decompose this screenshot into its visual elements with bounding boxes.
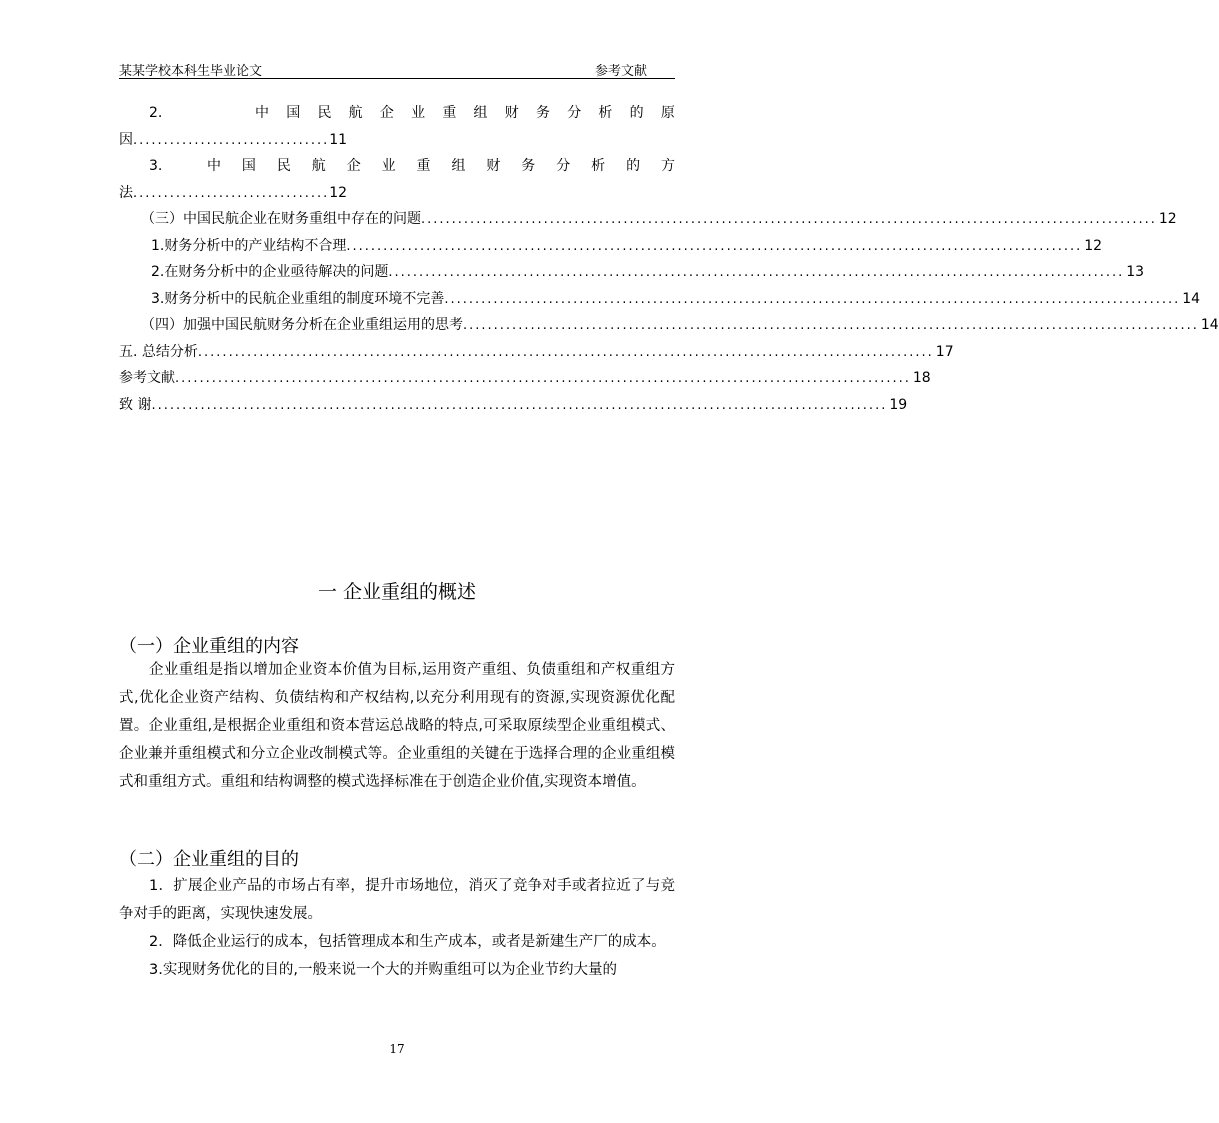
table-of-contents <box>119 100 1219 418</box>
toc-page-number: 19 <box>889 396 908 413</box>
toc-title-char: 财 <box>486 158 501 174</box>
toc-page-number: 18 <box>912 370 931 386</box>
toc-entry <box>119 339 954 366</box>
toc-title-char: 财 <box>504 105 519 121</box>
toc-page-number: 12 <box>1158 211 1177 227</box>
toc-title-char: 中 <box>207 158 221 174</box>
toc-page-number: 11 <box>329 131 348 148</box>
toc-item-number: 3. <box>149 158 163 174</box>
toc-page-number: 12 <box>329 184 348 201</box>
toc-title-char: 国 <box>241 158 256 174</box>
toc-title-char: 航 <box>348 105 363 121</box>
toc-title-char: 重 <box>416 158 431 174</box>
toc-dot-leader: ........................................................................................................................ <box>346 238 1083 254</box>
toc-title-char: 务 <box>521 158 536 174</box>
toc-item-3-continuation <box>119 180 675 207</box>
toc-item-2 <box>119 100 675 127</box>
toc-item-title-cont: 法 <box>119 184 133 201</box>
toc-dot-leader: ........................................................................................................................ <box>421 212 1157 227</box>
toc-page-number: 14 <box>1182 290 1201 307</box>
toc-entry-title: 3.财务分析中的民航企业重组的制度环境不完善 <box>151 290 445 307</box>
paragraph: 企业重组是指以增加企业资本价值为目标,运用资产重组、负债重组和产权重组方式,优化企业资产结构、负债结构和产权结构,以充分利用现有的资源,实现资源优化配置。企业重组,是根据企业重组和资本营运总战略的特点,可采取原续型企业重组模式、企业兼并重组模式和分立企业改制模式等。企业重组的关键在于选择合理的企业重组模式和重组方式。重组和结构调整的模式选择标准在于创造企业价值,实现资本增值。 <box>119 662 675 790</box>
toc-title-char: 务 <box>535 105 550 121</box>
toc-title-char: 原 <box>660 105 675 121</box>
toc-title-char: 企 <box>346 158 361 174</box>
toc-dot-leader: ................................ <box>133 132 330 148</box>
toc-item-3 <box>119 153 675 180</box>
header-school-title: 某某学校本科生毕业论文 <box>119 64 263 79</box>
toc-dot-leader: ........................................................................................................................ <box>175 371 911 386</box>
toc-title-char: 析 <box>591 158 606 174</box>
paragraph: 1．扩展企业产品的市场占有率，提升市场地位，消灭了竞争对手或者拉近了与竞争对手的距离，实现快速发展。 <box>119 878 675 922</box>
toc-entry <box>119 312 1219 339</box>
toc-entry-title: 致 谢 <box>119 396 152 413</box>
toc-title-char: 航 <box>311 158 326 174</box>
toc-entry <box>119 206 1177 233</box>
toc-dot-leader: ........................................................................................................................ <box>151 397 888 413</box>
toc-entry <box>119 392 908 419</box>
toc-dot-leader: ........................................................................................................................ <box>463 318 1199 333</box>
toc-title-char: 企 <box>379 105 394 121</box>
toc-title-char: 方 <box>660 158 675 174</box>
toc-title-char: 析 <box>598 105 613 121</box>
toc-title-char: 分 <box>567 105 582 121</box>
toc-title-char: 分 <box>556 158 571 174</box>
toc-title-char: 业 <box>381 158 396 174</box>
section-heading: （二）企业重组的目的 <box>119 849 299 870</box>
page-number: 17 <box>389 1042 405 1056</box>
toc-title-char: 民 <box>317 105 332 121</box>
header-section-title: 参考文献 <box>594 64 647 79</box>
toc-title-char: 重 <box>442 105 457 121</box>
toc-title-char: 国 <box>286 105 301 121</box>
section-heading: （一）企业重组的内容 <box>119 636 299 657</box>
toc-title-char: 中 <box>255 105 269 121</box>
section-body <box>119 656 675 796</box>
toc-entry-title: 1.财务分析中的产业结构不合理 <box>151 237 347 254</box>
toc-title-char: 组 <box>473 105 488 121</box>
toc-title-char: 组 <box>451 158 466 174</box>
toc-item-title-cont: 因 <box>119 131 133 148</box>
toc-entry <box>119 365 931 392</box>
section-body <box>119 872 675 984</box>
toc-entry-title: 五. 总结分析 <box>119 343 198 360</box>
toc-page-number: 17 <box>935 343 954 360</box>
toc-item-number: 2. <box>149 105 163 121</box>
toc-entry <box>119 233 1103 260</box>
page-header <box>119 58 675 79</box>
paragraph: 3.实现财务优化的目的,一般来说一个大的并购重组可以为企业节约大量的 <box>149 962 617 978</box>
toc-dot-leader: ........................................................................................................................ <box>388 265 1125 280</box>
paragraph: 2．降低企业运行的成本，包括管理成本和生产成本，或者是新建生产厂的成本。 <box>149 934 666 950</box>
toc-page-number: 12 <box>1084 237 1103 254</box>
toc-page-number: 14 <box>1200 317 1219 333</box>
toc-title-char: 民 <box>276 158 291 174</box>
toc-dot-leader: ................................ <box>133 185 330 201</box>
toc-title-char: 的 <box>629 105 644 121</box>
toc-page-number: 13 <box>1126 264 1145 280</box>
toc-entry <box>119 259 1145 286</box>
toc-item-title <box>207 153 675 180</box>
toc-entry-title: （三）中国民航企业在财务重组中存在的问题 <box>141 211 421 227</box>
toc-title-char: 的 <box>626 158 641 174</box>
toc-entry-title: 参考文献 <box>119 370 175 386</box>
toc-item-title <box>255 100 675 127</box>
toc-item-2-continuation <box>119 127 675 154</box>
toc-entry <box>119 286 1201 313</box>
toc-title-char: 业 <box>411 105 426 121</box>
toc-entry-title: （四）加强中国民航财务分析在企业重组运用的思考 <box>141 317 463 333</box>
chapter-title: 一 企业重组的概述 <box>317 581 477 603</box>
toc-dot-leader: ........................................................................................................................ <box>444 291 1181 307</box>
toc-entry-title: 2.在财务分析中的企业亟待解决的问题 <box>151 264 389 280</box>
toc-dot-leader: ........................................................................................................................ <box>197 344 934 360</box>
